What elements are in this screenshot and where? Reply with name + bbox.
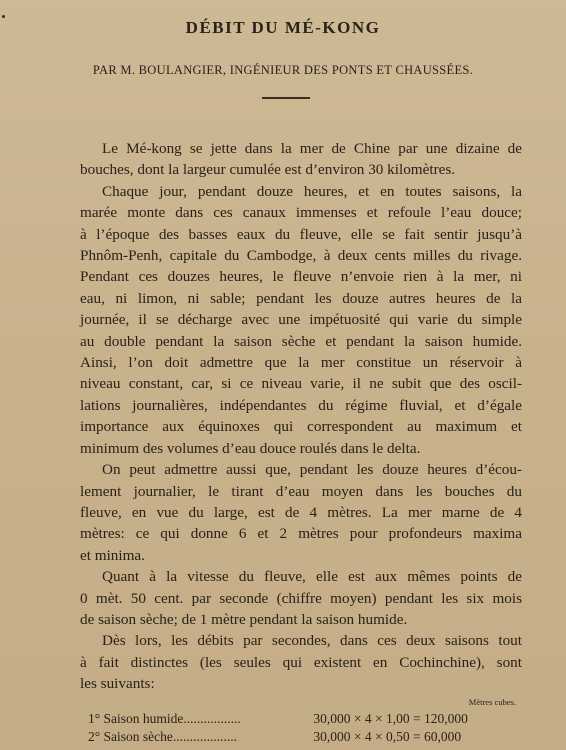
text-line: les suivants: — [80, 675, 155, 693]
text-line: fleuve, en vue du large, est de 4 mètres. La mer marne de 4 — [80, 503, 522, 521]
text-line: au double pendant la saison sèche et pendant la saison humide. — [80, 332, 522, 350]
text-line: lement journalier, le tirant d’eau moyen dans les bouches du — [80, 482, 522, 500]
text-line: et minima. — [80, 546, 145, 564]
text-line: minimum des volumes d’eau douce roulés dans le delta. — [80, 439, 421, 457]
text-line: Pendant ces douzes heures, le fleuve n’envoie rien à la mer, ni — [80, 268, 522, 286]
row-label: 1° Saison humide................. — [88, 711, 241, 726]
units-label: Mètres cubes. — [468, 697, 516, 707]
text-line: de saison sèche; de 1 mètre pendant la saison humide. — [80, 610, 408, 628]
text-line: niveau constant, car, si ce niveau varie, il ne subit que des oscil- — [80, 375, 522, 393]
text-line: 0 mèt. 50 cent. par seconde (chiffre moyen) pendant les six mois — [80, 589, 522, 607]
text-line: Le Mé-kong se jette dans la mer de Chine par une dizaine de — [102, 140, 522, 157]
row-calculation: 30,000 × 4 × 1,00 = 120,000 — [313, 711, 468, 726]
text-line: mètres: ce qui donne 6 et 2 mètres pour profondeurs maxima — [80, 525, 522, 543]
title-rule — [262, 97, 310, 99]
page-title: DÉBIT DU MÉ-KONG — [185, 18, 381, 37]
text-line: Chaque jour, pendant douze heures, et en toutes saisons, la — [102, 182, 522, 200]
table-row — [88, 711, 468, 727]
text-line: à fait distinctes (les seules qui existent en Cochinchine), sont — [80, 653, 522, 671]
text-line: Phnôm-Penh, capitale du Cambodge, à deux cents milles du rivage. — [80, 247, 522, 265]
text-line: Ainsi, l’on doit admettre que la mer constitue un réservoir à — [80, 354, 522, 372]
body-text — [80, 138, 522, 695]
text-line: journée, il se décharge avec une impétuosité qui varie du simple — [80, 311, 522, 329]
text-line: bouches, dont la largeur cumulée est d’environ 30 kilomètres. — [80, 161, 456, 179]
text-line: marée monte dans ces canaux immenses et refoule l’eau douce; — [80, 204, 522, 222]
text-line: importance aux équinoxes qui correspondent au maximum et — [80, 418, 522, 436]
text-line: lations journalières, indépendantes du régime fluvial, et d’égale — [80, 396, 522, 414]
text-line: eau, ni limon, ni sable; pendant les douze autres heures de la — [80, 289, 522, 307]
text-line: Quant à la vitesse du fleuve, elle est aux mêmes points de — [102, 568, 522, 586]
text-line: à l’époque des basses eaux du fleuve, elle se fait sentir jusqu’à — [80, 225, 522, 243]
row-label: 2° Saison sèche................... — [88, 729, 238, 744]
table-row — [88, 729, 461, 745]
author-byline: PAR M. BOULANGIER, INGÉNIEUR DES PONTS ET CHAUSSÉES. — [92, 63, 474, 77]
text-line: On peut admettre aussi que, pendant les douze heures d’écou- — [102, 461, 522, 479]
text-line: Dès lors, les débits par secondes, dans ces deux saisons tout — [102, 632, 522, 650]
row-calculation: 30,000 × 4 × 0,50 = 60,000 — [313, 729, 462, 744]
